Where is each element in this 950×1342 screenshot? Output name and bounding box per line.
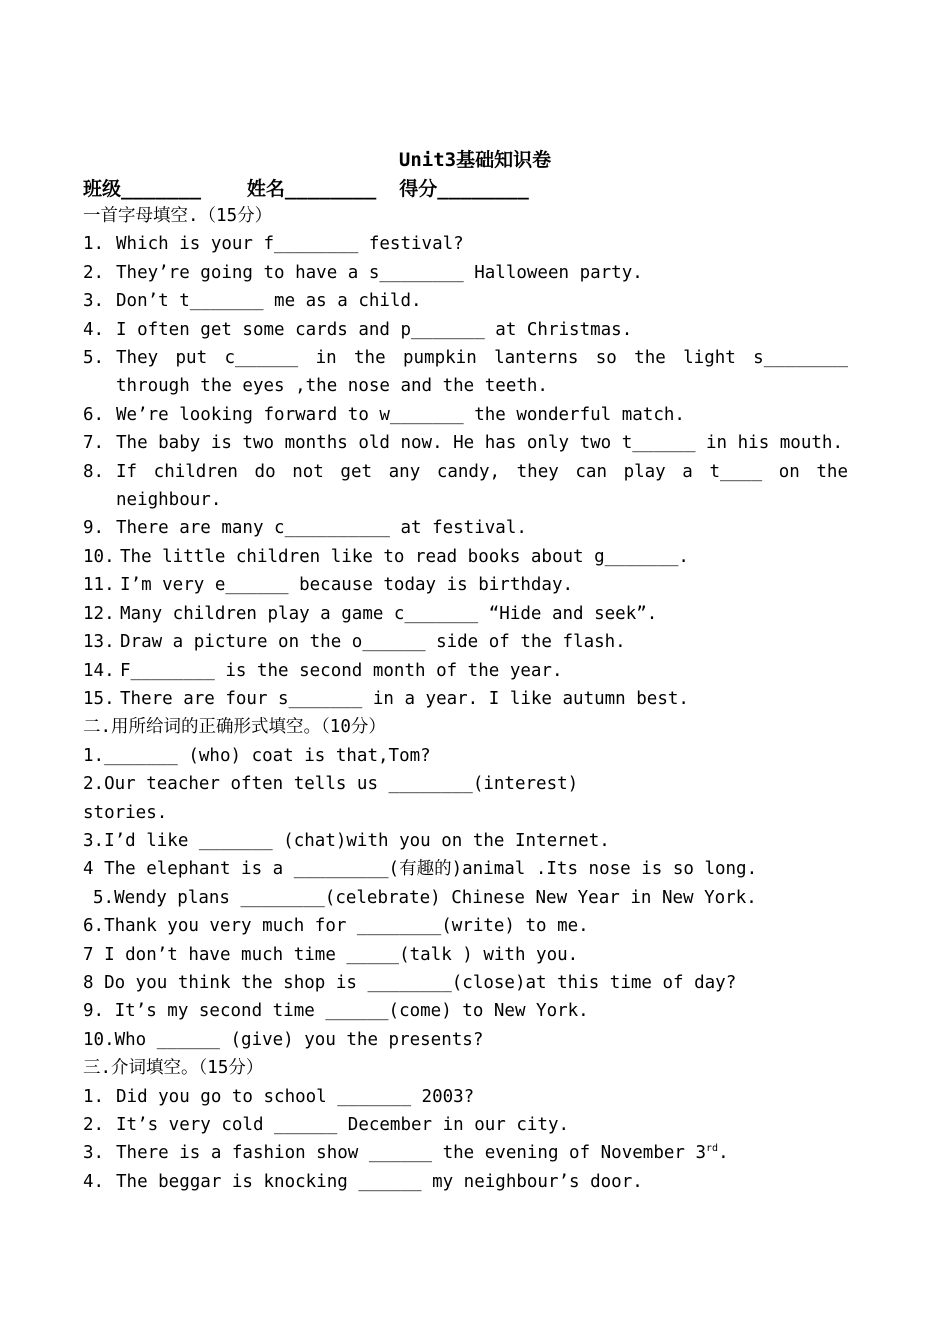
question-line: 2.Our teacher often tells us ________(interest)	[83, 774, 579, 795]
question-line: 7 I don’t have much time _____(talk ) with you.	[83, 944, 579, 965]
question-item	[83, 401, 848, 429]
question-item	[83, 1139, 848, 1167]
question-text-body: There are many c__________ at festival.	[116, 518, 527, 539]
question-line: 6.Thank you very much for ________(write) to me.	[83, 916, 589, 937]
question-item	[83, 571, 848, 599]
question-line: 4 The elephant is a _________(有趣的)animal .Its nose is so long.	[83, 859, 758, 880]
question-line: 1._______ (who) coat is that,Tom?	[83, 745, 431, 766]
question-item	[83, 458, 848, 515]
question-text-body: They put c______ in the pumpkin lanterns so the light s________ through the eyes ,the nose and the teeth.	[116, 348, 848, 397]
question-text	[120, 628, 848, 656]
question-item	[83, 685, 848, 713]
question-text	[116, 1083, 848, 1111]
question-number: 8.	[83, 461, 105, 482]
question-number: 10.	[83, 546, 115, 567]
question-item	[83, 429, 848, 457]
question-number: 14.	[83, 660, 115, 681]
question-item	[83, 514, 848, 542]
score-field: 得分________	[399, 178, 529, 200]
question-text	[120, 657, 848, 685]
question-number: 3.	[83, 1143, 105, 1164]
question-item	[83, 344, 848, 401]
question-item	[83, 1111, 848, 1139]
name-field: 姓名________	[246, 178, 377, 200]
question-number: 11.	[83, 575, 115, 596]
question-text	[116, 429, 848, 457]
question-text-body: If children do not get any candy, they can play a t____ on the neighbour.	[116, 461, 848, 511]
question-text	[116, 401, 848, 429]
question-text	[120, 685, 848, 713]
question-number: 2.	[83, 262, 105, 283]
question-text	[116, 514, 848, 542]
question-text-body: We’re looking forward to w_______ the wonderful match.	[116, 404, 685, 425]
question-number: 4.	[83, 1171, 105, 1192]
question-text	[116, 316, 848, 344]
question-text-body: Draw a picture on the o______ side of the flash.	[120, 632, 626, 653]
question-text	[116, 287, 848, 315]
question-number: 12.	[83, 603, 115, 624]
question-text	[116, 259, 848, 287]
question-item	[83, 287, 848, 315]
question-text	[120, 600, 848, 628]
question-text	[116, 344, 848, 401]
superscript-suffix: rd	[706, 1143, 719, 1155]
question-number: 2.	[83, 1115, 105, 1135]
question-number: 4.	[83, 319, 105, 340]
question-line: 5.Wendy plans ________(celebrate) Chinese New Year in New York.	[93, 887, 757, 908]
question-text-body: The beggar is knocking ______ my neighbour’s door.	[116, 1171, 643, 1192]
question-item	[83, 600, 848, 628]
question-text	[116, 230, 848, 258]
question-tail: .	[718, 1143, 729, 1164]
question-text-body: F________ is the second month of the year.	[120, 660, 563, 681]
question-text-body: Which is your f________ festival?	[116, 234, 464, 255]
question-item	[83, 230, 848, 258]
question-text-body: I often get some cards and p_______ at Christmas.	[116, 319, 633, 340]
question-text-body: The little children like to read books about g_______.	[120, 546, 689, 567]
question-line: stories.	[83, 802, 168, 823]
question-number: 9.	[83, 518, 105, 539]
page-title: Unit3基础知识卷	[398, 149, 552, 171]
question-number: 13.	[83, 632, 115, 653]
question-text-body: They’re going to have a s________ Halloween party.	[116, 262, 643, 283]
question-line: 8 Do you think the shop is ________(close)at this time of day?	[83, 972, 737, 993]
question-number: 3.	[83, 291, 105, 312]
section-2-heading: 二.用所给词的正确形式填空。（10分）	[83, 717, 386, 738]
question-text	[116, 1111, 848, 1139]
class-field: 班级_______	[83, 178, 202, 200]
question-item	[83, 657, 848, 685]
question-line: 9. It’s my second time ______(come) to New York.	[83, 1001, 589, 1022]
question-text-body: There are four s_______ in a year. I like autumn best.	[120, 688, 689, 709]
question-item	[83, 1083, 848, 1111]
question-number: 5.	[83, 348, 105, 369]
question-item	[83, 543, 848, 571]
question-text	[116, 1139, 848, 1167]
question-text-body: The baby is two months old now. He has only two t______ in his mouth.	[116, 433, 843, 454]
question-item	[83, 1168, 848, 1196]
question-number: 7.	[83, 433, 105, 454]
worksheet-content	[83, 202, 848, 1196]
question-text	[116, 1168, 848, 1196]
question-number: 15.	[83, 688, 115, 709]
question-item	[83, 316, 848, 344]
question-text-body: There is a fashion show ______ the evening of November 3	[116, 1143, 707, 1164]
question-text	[120, 543, 848, 571]
question-text-body: Don’t t_______ me as a child.	[116, 291, 422, 312]
section-3-list	[83, 1083, 848, 1197]
question-item	[83, 259, 848, 287]
student-info-row	[83, 175, 863, 203]
section-2-list	[83, 742, 848, 1054]
question-text	[116, 458, 848, 515]
question-item	[83, 628, 848, 656]
question-line: 10.Who ______ (give) you the presents?	[83, 1029, 484, 1050]
section-3-heading: 三.介词填空。（15分）	[83, 1058, 264, 1079]
question-text	[120, 571, 848, 599]
section-1-heading: 一首字母填空.（15分）	[83, 206, 273, 226]
question-text-body: Many children play a game c_______ “Hide and seek”.	[120, 603, 658, 624]
question-text-body: I’m very e______ because today is birthday.	[120, 575, 574, 596]
question-line: 3.I’d like _______ (chat)with you on the Internet.	[83, 830, 610, 851]
question-number: 6.	[83, 404, 105, 425]
question-number: 1.	[83, 1086, 105, 1107]
section-1-list	[83, 230, 848, 713]
question-text-body: It’s very cold ______ December in our city.	[116, 1115, 570, 1135]
question-text-body: Did you go to school _______ 2003?	[116, 1086, 475, 1107]
question-number: 1.	[83, 234, 105, 255]
